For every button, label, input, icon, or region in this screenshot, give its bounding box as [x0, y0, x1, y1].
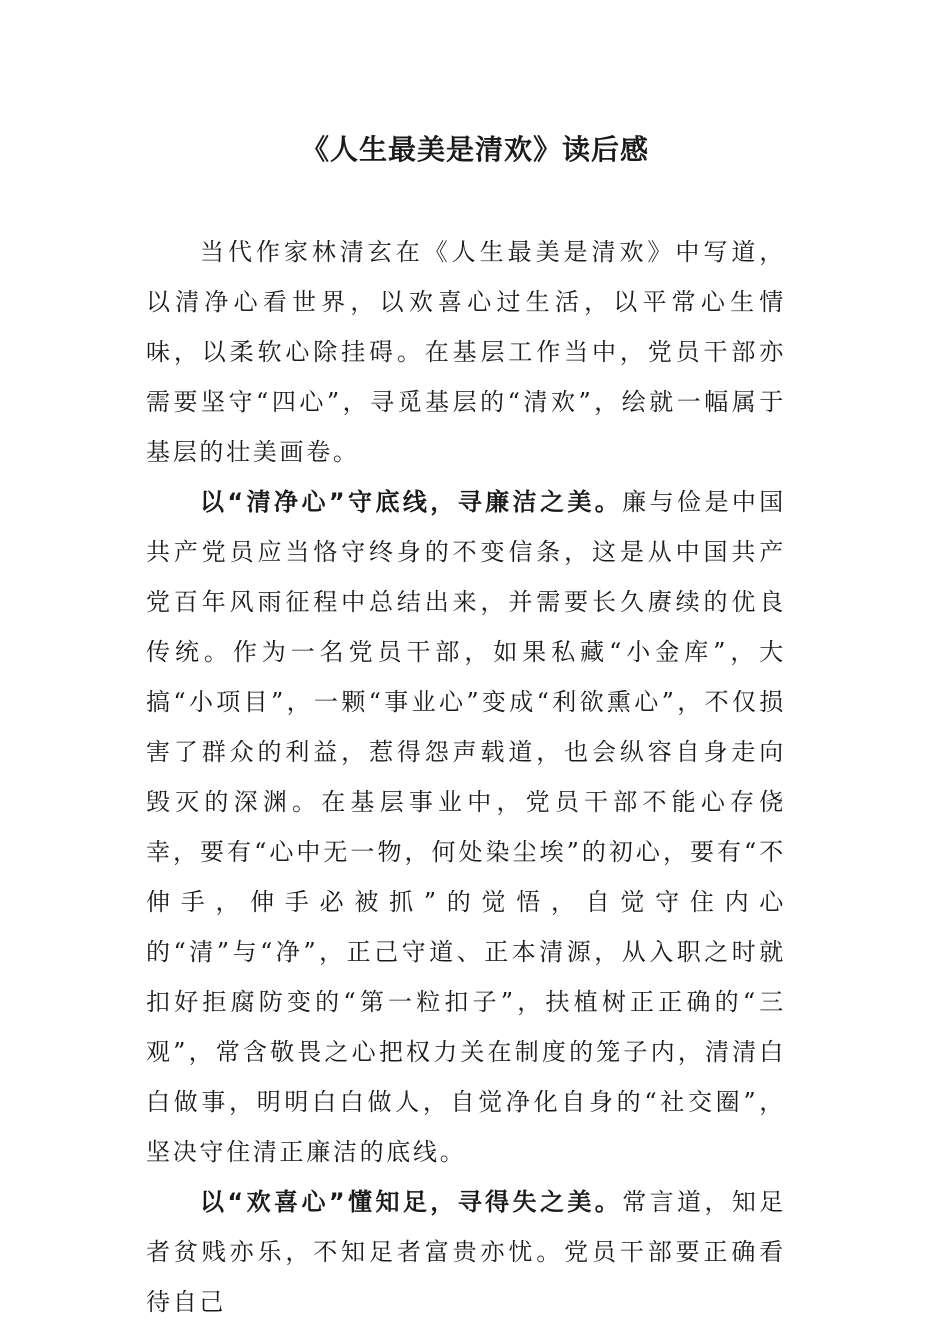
paragraph-intro [146, 227, 786, 477]
paragraph-text: 廉与俭是中国共产党员应当恪守终身的不变信条，这是从中国共产党百年风雨征程中总结出来，并需要长久赓续的优良传统。作为一名党员干部，如果私藏“小金库”，大搞“小项目”，一颗“事业心”变成“利欲熏心”，不仅损害了群众的利益，惹得怨声载道，也会纵容自身走向毁灭的深渊。在基层事业中，党员干部不能心存侥幸，要有“心中无一物，何处染尘埃”的初心，要有“不伸手，伸手必被抓”的觉悟，自觉守住内心的“清”与“净”，正己守道、正本清源，从入职之时就扣好拒腐防变的“第一粒扣子”，扶植树正正确的“三观”，常含敬畏之心把权力关在制度的笼子内，清清白白做事，明明白白做人，自觉净化自身的“社交圈”，坚决守住清正廉洁的底线。 [146, 488, 787, 1166]
paragraph-integrity [146, 477, 786, 1177]
paragraph-text: 常言道，知足者贫贱亦乐，不知足者富贵亦忧。党员干部要正确看待自己 [146, 1188, 787, 1316]
paragraph-text: 当代作家林清玄在《人生最美是清欢》中写道，以清净心看世界，以欢喜心过生活，以平常心生情味，以柔软心除挂碍。在基层工作当中，党员干部亦需要坚守“四心”，寻觅基层的“清欢”，绘就一幅属于基层的壮美画卷。 [146, 238, 786, 466]
paragraph-lead-heading: 以“欢喜心”懂知足，寻得失之美。 [200, 1188, 623, 1216]
paragraph-contentment [146, 1177, 786, 1327]
paragraph-lead-heading: 以“清净心”守底线，寻廉洁之美。 [200, 488, 623, 516]
document-body [146, 227, 786, 1327]
document-title: 《人生最美是清欢》读后感 [300, 133, 649, 166]
